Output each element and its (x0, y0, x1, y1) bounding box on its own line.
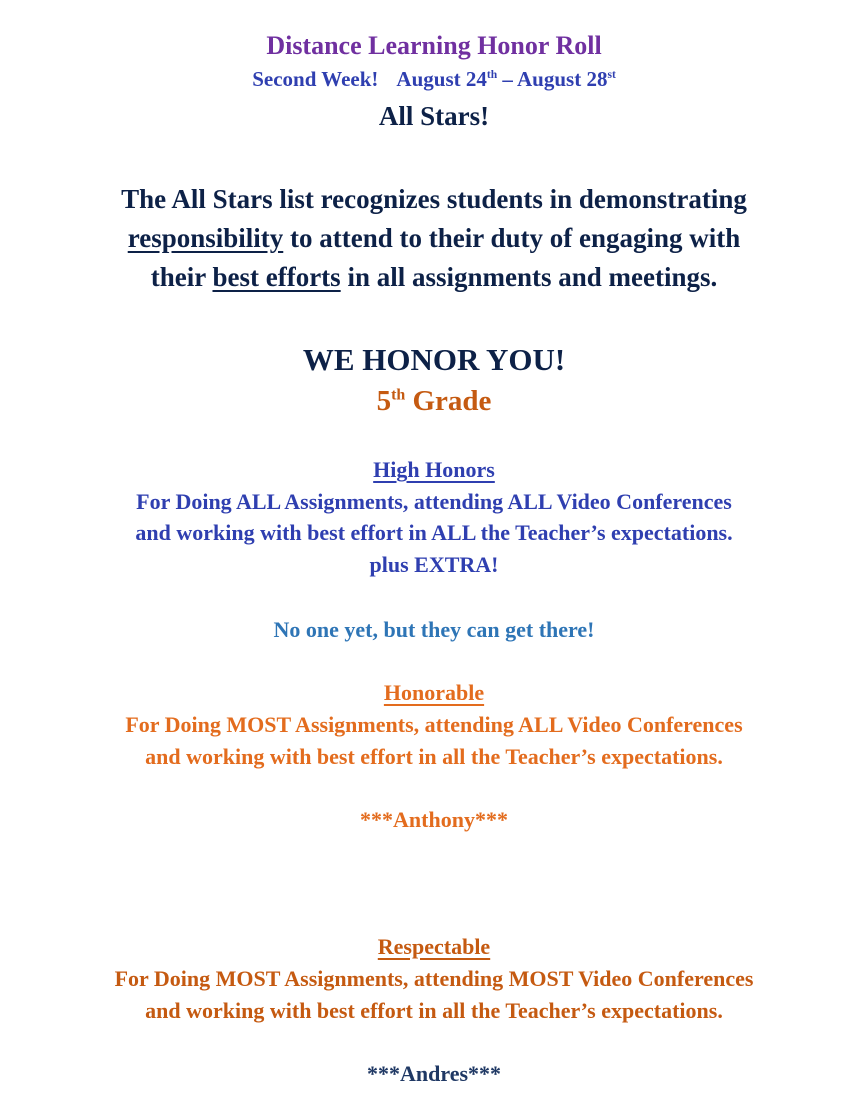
grade-heading (0, 387, 868, 416)
responsibility-word: responsibility (127, 223, 284, 253)
honorable-section (0, 682, 868, 704)
best-efforts-phrase: best efforts (212, 262, 341, 292)
grade-number: 5 (376, 385, 392, 417)
respectable-student: ***Andres*** (366, 1061, 502, 1086)
intro-line-3 (0, 264, 868, 291)
intro-line-2-rest: to attend to their duty of engaging with (283, 223, 741, 253)
respectable-criteria-2: and working with best effort in all the Teacher’s expectations. (145, 998, 723, 1023)
document-title: Distance Learning Honor Roll (266, 31, 602, 60)
week-label: Second Week! (252, 67, 379, 91)
intro-line-3-start: their (150, 262, 213, 292)
respectable-section (0, 936, 868, 958)
high-honors-criteria-1: For Doing ALL Assignments, attending ALL Video Conferences (136, 489, 732, 514)
high-honors-criteria-2: and working with best effort in ALL the Teacher’s expectations. (135, 520, 733, 545)
date-end: August 28 (517, 67, 608, 91)
respectable-title: Respectable (377, 934, 491, 959)
high-honors-section (0, 459, 868, 481)
date-start-suffix: th (486, 69, 498, 81)
honorable-criteria-1: For Doing MOST Assignments, attending ALL Video Conferences (125, 712, 743, 737)
high-honors-title: High Honors (373, 457, 495, 482)
date-start: August 24 (396, 67, 487, 91)
respectable-criteria-1: For Doing MOST Assignments, attending MOST Video Conferences (114, 966, 754, 991)
honorable-title: Honorable (383, 680, 485, 705)
intro-line-1: The All Stars list recognizes students in demonstrating (121, 184, 747, 214)
honorable-criteria-2: and working with best effort in all the Teacher’s expectations. (145, 744, 723, 769)
all-stars-subtitle: All Stars! (378, 101, 490, 131)
week-dates-line (0, 69, 868, 90)
high-honors-criteria-3: plus EXTRA! (369, 552, 499, 577)
grade-word: Grade (405, 385, 492, 417)
date-end-suffix: st (607, 69, 616, 81)
honorable-student: ***Anthony*** (360, 807, 508, 832)
date-separator: – (502, 67, 513, 91)
high-honors-note: No one yet, but they can get there! (273, 617, 595, 642)
grade-suffix: th (391, 386, 406, 404)
intro-line-2 (0, 225, 868, 252)
we-honor-you-heading: WE HONOR YOU! (302, 342, 566, 377)
intro-line-3-rest: in all assignments and meetings. (340, 262, 718, 292)
